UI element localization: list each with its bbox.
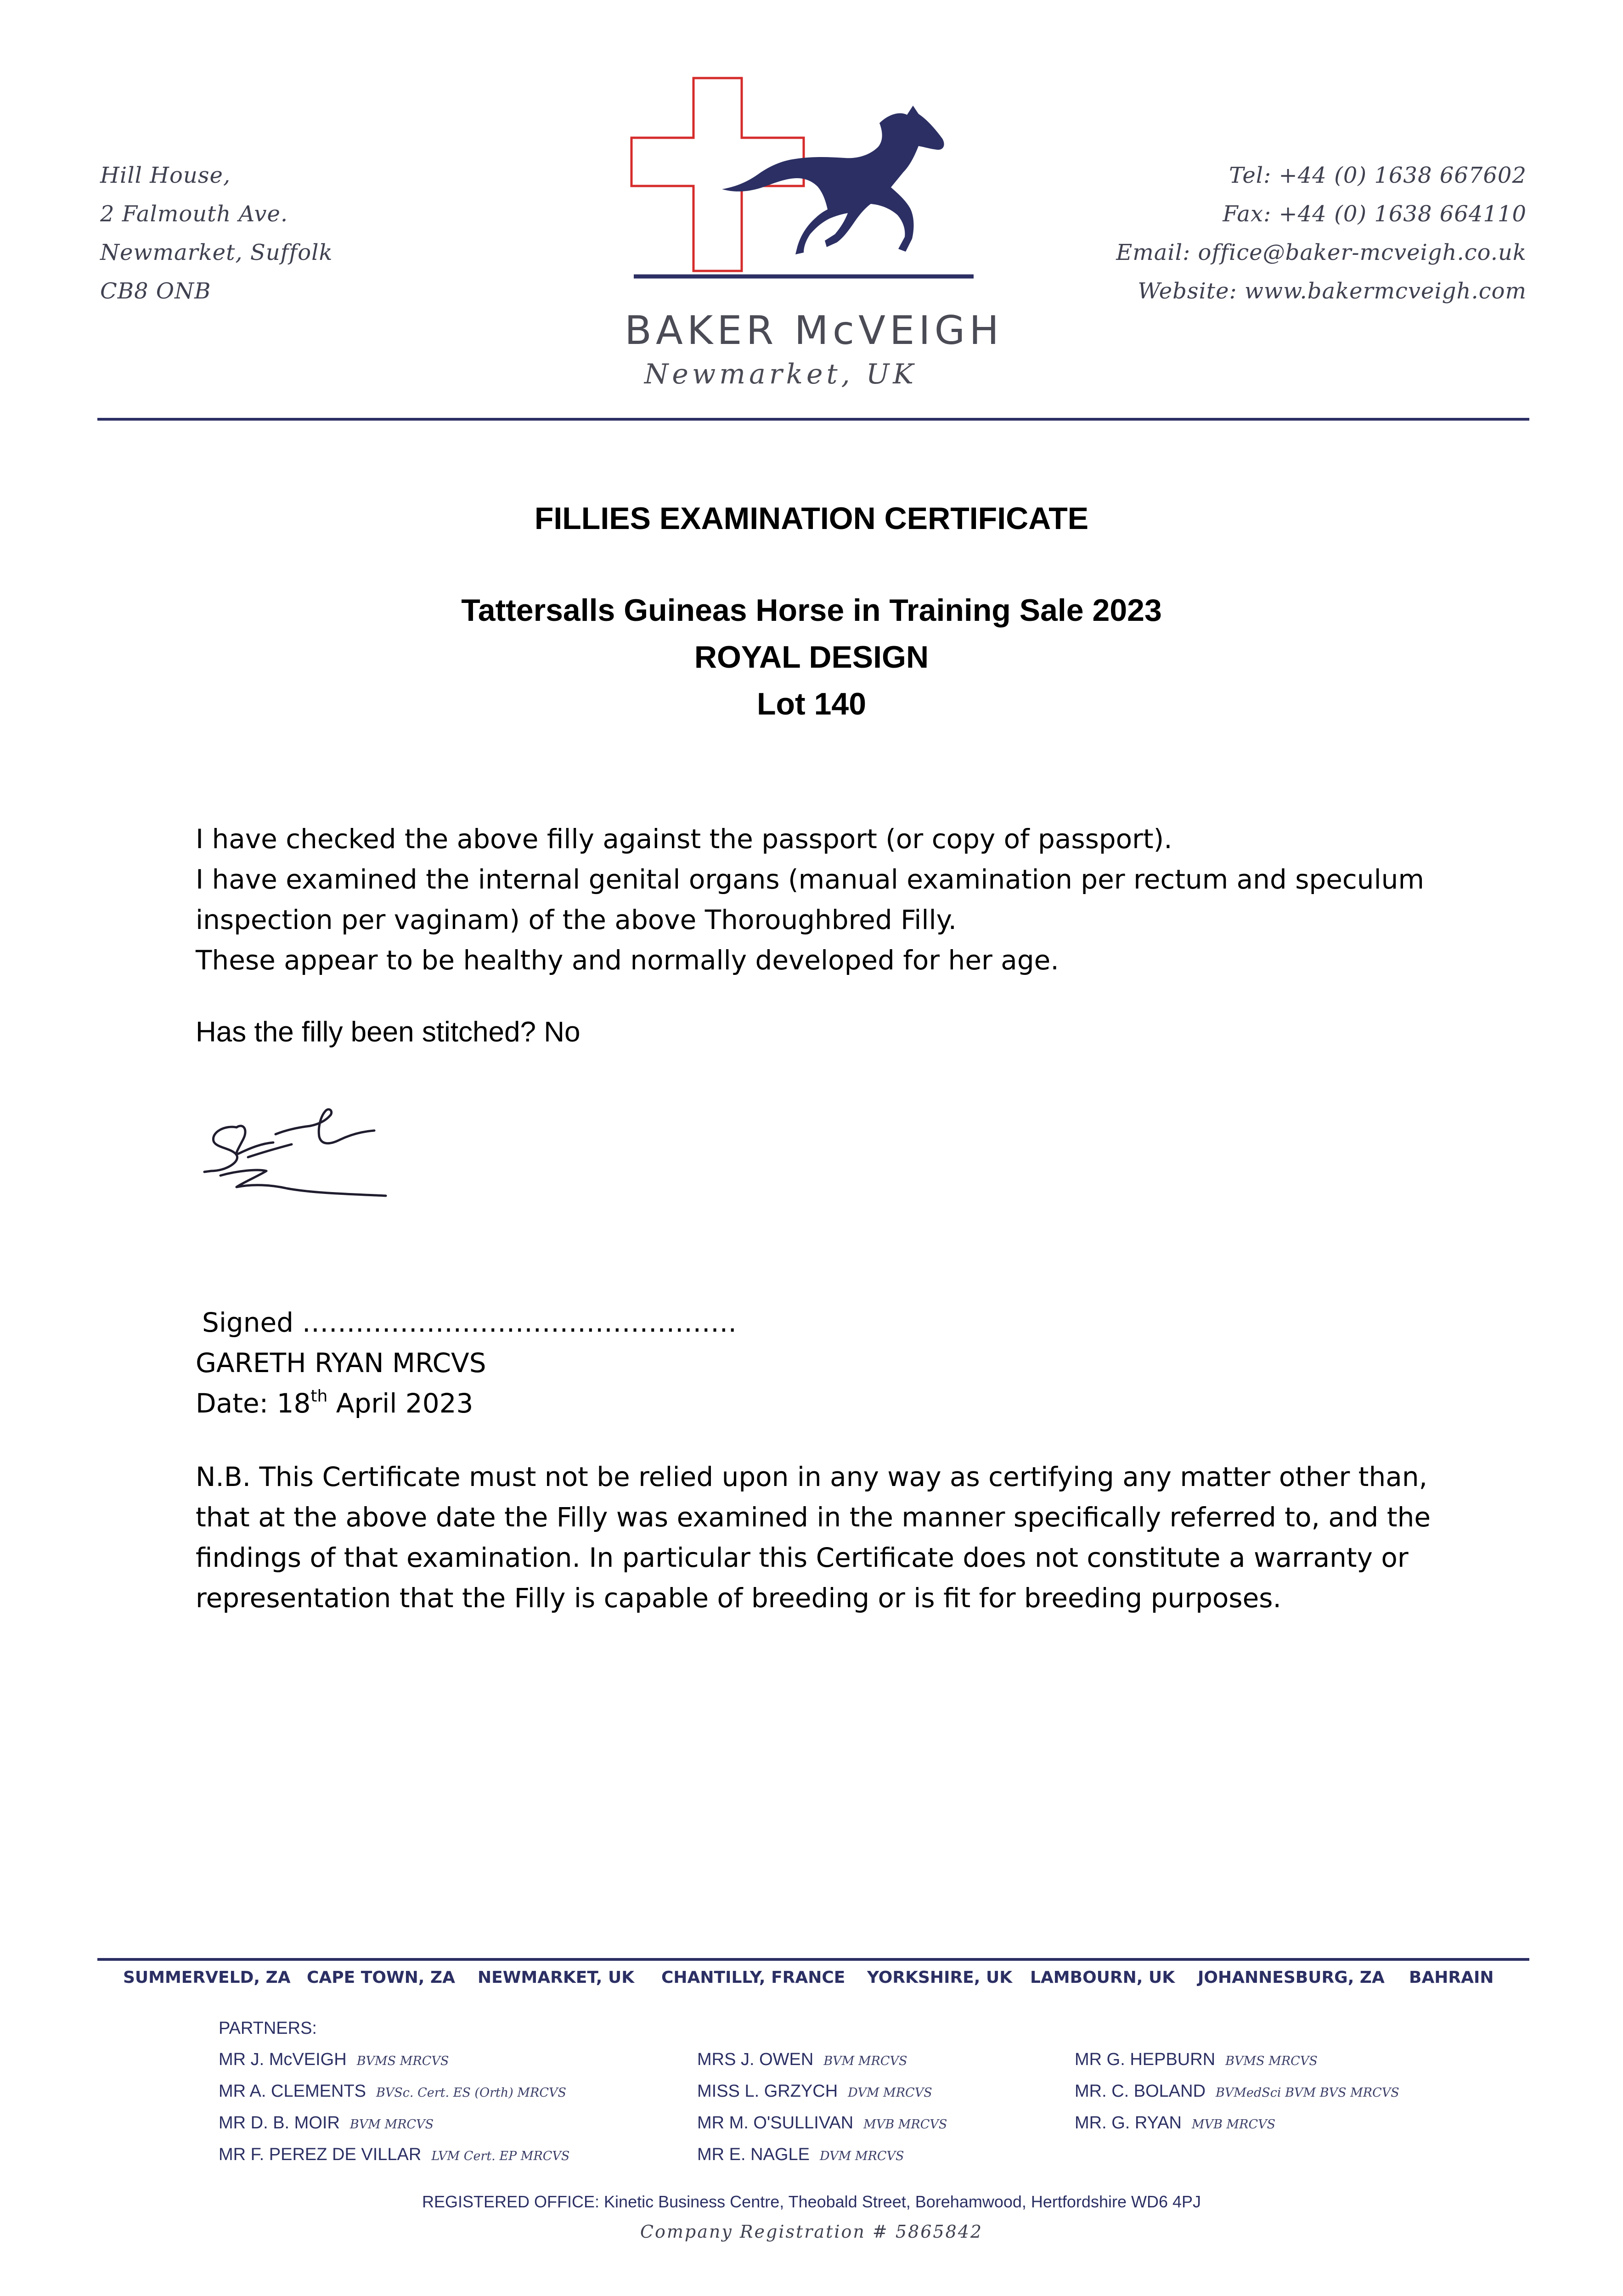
footer-divider (97, 1958, 1529, 1961)
partner-name: MR D. B. MOIR (219, 2113, 340, 2133)
stitched-question: Has the filly been stitched? (196, 1016, 536, 1048)
partner-qualification: DVM MRCVS (848, 2086, 932, 2100)
logo-location: Newmarket, UK (644, 358, 918, 390)
partner-name: MR. G. RYAN (1075, 2113, 1182, 2133)
address-line: Newmarket, Suffolk (100, 240, 333, 265)
registered-office-address: Kinetic Business Centre, Theobald Street, Borehamwood, Hertfordshire WD6 4PJ (604, 2192, 1201, 2211)
partner-entry (697, 2050, 907, 2070)
contact-email: Email: office@baker-mcveigh.co.uk (1116, 240, 1527, 265)
partner-name: MR G. HEPBURN (1075, 2050, 1216, 2069)
partner-name: MR F. PEREZ DE VILLAR (219, 2145, 422, 2164)
handwritten-signature (193, 1102, 413, 1212)
contact-phone: Tel: +44 (0) 1638 667602 (1229, 163, 1527, 188)
statement-line: I have examined the internal genital organs (manual examination per rectum and speculum (196, 864, 1424, 895)
signatory-name: GARETH RYAN MRCVS (196, 1347, 486, 1379)
partner-name: MR J. McVEIGH (219, 2050, 347, 2069)
stitched-answer: No (544, 1016, 580, 1048)
contact-fax: Fax: +44 (0) 1638 664110 (1223, 201, 1527, 227)
partner-entry (697, 2082, 932, 2101)
partner-entry (697, 2145, 904, 2165)
company-registration: Company Registration # 5865842 (640, 2222, 983, 2242)
baker-mcveigh-logo (625, 69, 1001, 400)
partner-entry (219, 2113, 434, 2133)
stitched-question-row (196, 1016, 580, 1048)
date-ordinal: th (310, 1386, 328, 1406)
partner-qualification: BVM MRCVS (823, 2054, 907, 2068)
disclaimer-line: N.B. This Certificate must not be relied upon in any way as certifying any matter other than, (196, 1461, 1428, 1492)
horse-cross-icon (625, 69, 1001, 308)
statement-line: These appear to be healthy and normally developed for her age. (196, 945, 1059, 976)
certificate-title: FILLIES EXAMINATION CERTIFICATE (534, 501, 1089, 536)
office-address (100, 156, 333, 310)
galloping-horse-icon (722, 106, 944, 254)
partner-qualification: BVSc. Cert. ES (Orth) MRCVS (376, 2086, 566, 2100)
logo-company-name: BAKER McVEIGH (625, 308, 1003, 354)
partner-name: MISS L. GRZYCH (697, 2082, 838, 2101)
location-item: LAMBOURN, UK (1030, 1968, 1175, 1987)
examination-statement (196, 819, 1454, 980)
disclaimer-line: representation that the Filly is capable of breeding or is fit for breeding purposes. (196, 1582, 1281, 1614)
partner-entry (1075, 2113, 1275, 2133)
partners-heading: PARTNERS: (219, 2019, 317, 2038)
partner-entry (219, 2082, 566, 2101)
partner-name: MR M. O'SULLIVAN (697, 2113, 854, 2133)
partner-qualification: MVB MRCVS (1191, 2117, 1276, 2132)
address-line: Hill House, (100, 163, 231, 188)
sale-name: Tattersalls Guineas Horse in Training Sale 2023 (461, 593, 1162, 628)
contact-website: Website: www.bakermcveigh.com (1138, 278, 1527, 304)
location-item: JOHANNESBURG, ZA (1198, 1968, 1385, 1987)
location-item: YORKSHIRE, UK (867, 1968, 1013, 1987)
partner-qualification: MVB MRCVS (863, 2117, 947, 2132)
partner-entry (219, 2050, 449, 2070)
partner-entry (219, 2145, 569, 2165)
date-month-year: April 2023 (327, 1388, 473, 1419)
location-item: CAPE TOWN, ZA (307, 1968, 455, 1987)
registered-office (0, 2192, 1623, 2212)
certificate-date (196, 1383, 1454, 1424)
location-item: CHANTILLY, FRANCE (661, 1968, 845, 1987)
disclaimer-line: that at the above date the Filly was examined in the manner specifically referred to, and the (196, 1502, 1431, 1533)
statement-line: inspection per vaginam) of the above Thoroughbred Filly. (196, 904, 957, 935)
lot-number: Lot 140 (756, 687, 867, 721)
partner-qualification: BVMedSci BVM BVS MRCVS (1216, 2086, 1399, 2100)
partner-qualification: BVMS MRCVS (356, 2054, 449, 2068)
address-line: 2 Falmouth Ave. (100, 201, 288, 227)
partner-name: MR. C. BOLAND (1075, 2082, 1206, 2101)
address-line: CB8 ONB (100, 278, 211, 304)
partner-qualification: DVM MRCVS (819, 2149, 904, 2163)
registered-office-label: REGISTERED OFFICE: (422, 2192, 600, 2211)
partner-qualification: BVMS MRCVS (1225, 2054, 1318, 2068)
partner-entry (1075, 2050, 1318, 2070)
partner-qualification: BVM MRCVS (349, 2117, 434, 2132)
disclaimer-line: findings of that examination. In particular this Certificate does not constitute a warranty or (196, 1542, 1409, 1573)
partner-entry (697, 2113, 947, 2133)
horse-name: ROYAL DESIGN (694, 640, 929, 675)
partner-entry (1075, 2082, 1399, 2101)
header-divider (97, 418, 1529, 421)
partner-name: MR A. CLEMENTS (219, 2082, 366, 2101)
partner-name: MR E. NAGLE (697, 2145, 810, 2164)
signed-line: Signed …………………………………………. (202, 1307, 737, 1338)
location-item: SUMMERVELD, ZA (123, 1968, 291, 1987)
location-item: BAHRAIN (1409, 1968, 1494, 1987)
location-item: NEWMARKET, UK (478, 1968, 635, 1987)
date-day: Date: 18 (196, 1388, 311, 1419)
contact-details (1116, 156, 1527, 310)
statement-line: I have checked the above filly against the passport (or copy of passport). (196, 823, 1172, 855)
disclaimer (196, 1457, 1454, 1618)
partner-name: MRS J. OWEN (697, 2050, 814, 2069)
signature-block (196, 1302, 1454, 1424)
partner-qualification: LVM Cert. EP MRCVS (431, 2149, 570, 2163)
